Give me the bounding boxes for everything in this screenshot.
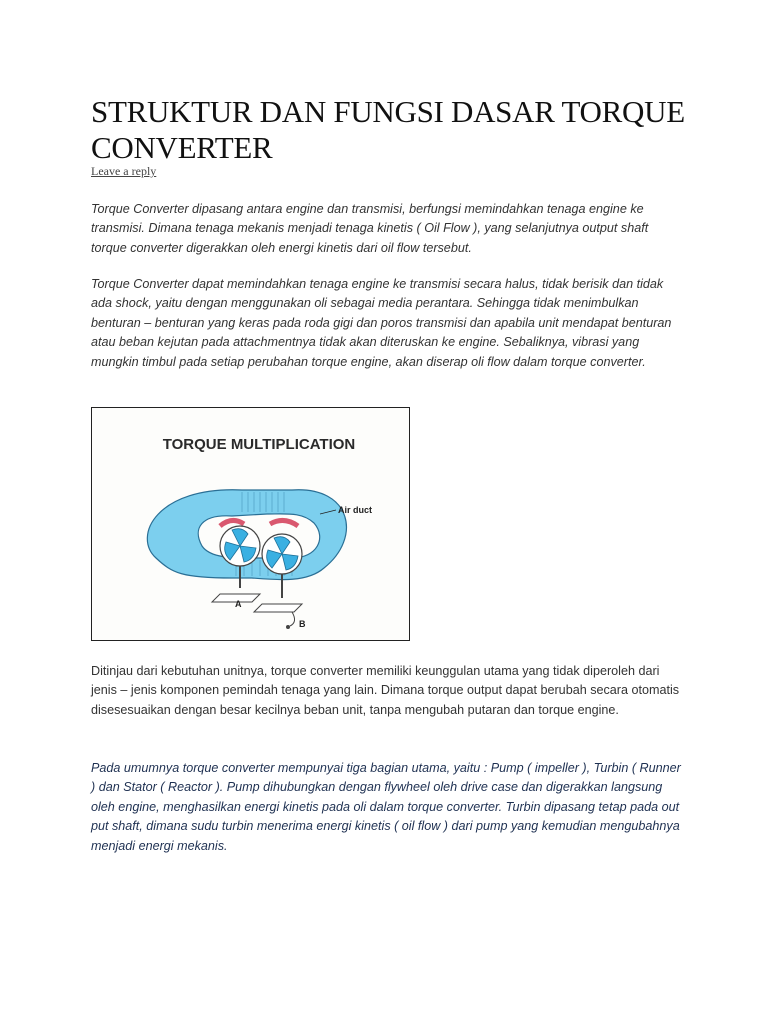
label-a: A <box>235 599 242 609</box>
paragraph-3: Ditinjau dari kebutuhan unitnya, torque converter memiliki keunggulan utama yang tidak diperoleh dari jenis – jenis komponen pemindah tenaga yang lain. Dimana torque output dapat berubah secara otomatis disesesuaikan dengan besar kecilnya beban unit, tanpa mengubah putaran dan torque engine. <box>91 664 680 717</box>
paragraph-4: Pada umumnya torque converter mempunyai tiga bagian utama, yaitu : Pump ( impeller ), Turbin ( Runner ) dan Stator ( Reactor ). Pump dihubungkan dengan flywheel oleh drive case dan digerakkan langsung oleh engine, menghasilkan energi kinetis pada oli dalam torque converter. Turbin dipasang tetap pada out put shaft, dimana sudu turbin menerima energi kinetis ( oil flow ) dari pump yang kemudian mengubahnya menjadi energi mekanis. <box>91 761 681 853</box>
page-title: STRUKTUR DAN FUNGSI DASAR TORQUE CONVERTER <box>91 94 685 165</box>
torque-multiplication-diagram <box>92 408 409 640</box>
paragraph-2: Torque Converter dapat memindahkan tenaga engine ke transmisi secara halus, tidak berisik dan tidak ada shock, yaitu dengan menggunakan oli sebagai media perantara. Sehingga tidak menimbulkan benturan – benturan yang keras pada roda gigi dan poros transmisi dan apabila unit mendapat benturan atau beban kejutan pada attachmentnya tidak akan diteruskan ke engine. Sebaliknya, vibrasi yang mungkin timbul pada setiap perubahan torque engine, akan diserap oli flow dalam torque converter. <box>91 277 672 369</box>
leave-reply-link[interactable]: Leave a reply <box>91 164 157 178</box>
flow-arrow-left <box>220 520 244 526</box>
label-b: B <box>299 619 306 629</box>
air-duct-label: Air duct <box>338 505 373 515</box>
fan-b <box>254 534 302 629</box>
paragraph-1: Torque Converter dipasang antara engine dan transmisi, berfungsi memindahkan tenaga engine ke transmisi. Dimana tenaga mekanis menjadi tenaga kinetis ( Oil Flow ), yang selanjutnya output shaft torque converter digerakkan oleh energi kinetis dari oil flow tersebut. <box>91 202 649 255</box>
figure-title: TORQUE MULTIPLICATION <box>162 436 356 453</box>
torque-multiplication-figure <box>91 407 410 641</box>
flow-arrow-right <box>270 520 298 526</box>
